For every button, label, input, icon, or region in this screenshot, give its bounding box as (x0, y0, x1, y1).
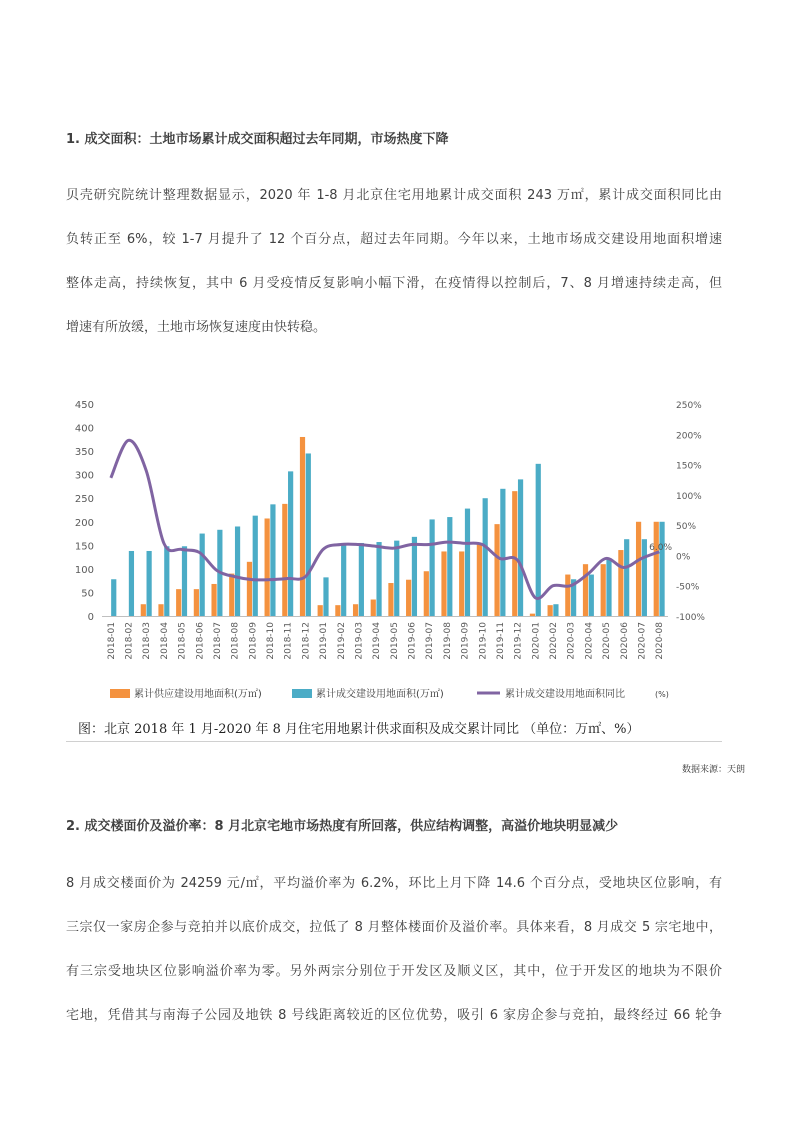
legend-unit: (%) (655, 690, 669, 699)
x-tick-label: 2019-09 (460, 622, 471, 660)
x-tick-label: 2020-03 (566, 622, 577, 660)
bar-supply (459, 551, 464, 616)
x-tick-label: 2018-11 (283, 622, 294, 660)
x-tick-label: 2018-01 (106, 622, 117, 660)
bar-transaction (430, 519, 435, 616)
bar-supply (141, 604, 146, 616)
bar-transaction (536, 464, 541, 616)
bar-transaction (447, 517, 452, 616)
bar-transaction (359, 543, 364, 616)
x-tick-label: 2019-04 (372, 622, 383, 660)
y-right-tick-label: 150% (676, 461, 702, 472)
x-tick-label: 2018-03 (142, 622, 153, 660)
y-left-tick-label: 400 (74, 423, 94, 435)
x-tick-label: 2018-06 (195, 622, 206, 660)
bar-transaction (589, 575, 594, 616)
bar-transaction (518, 479, 523, 616)
x-tick-label: 2018-12 (301, 622, 312, 660)
bar-supply (318, 605, 323, 616)
legend-label-transaction: 累计成交建设用地面积(万㎡) (316, 689, 444, 700)
bar-supply (512, 491, 517, 616)
bar-transaction (270, 504, 275, 616)
bar-transaction (164, 546, 169, 616)
x-tick-label: 2020-02 (549, 622, 560, 660)
paragraph-line: 贝壳研究院统计整理数据显示，2020 年 1-8 月北京住宅用地累计成交面积 243 万㎡，累计成交面积同比由 (66, 188, 722, 203)
chart-caption: 图：北京 2018 年 1 月-2020 年 8 月住宅用地累计供求面积及成交累计同比 （单位：万㎡、%） (66, 718, 722, 742)
bar-transaction (306, 453, 311, 616)
bar-transaction (288, 471, 293, 616)
bar-supply (211, 584, 216, 616)
y-left-tick-label: 300 (74, 470, 94, 482)
bar-supply (494, 524, 499, 616)
bar-supply (371, 600, 376, 616)
x-tick-label: 2020-06 (619, 622, 630, 660)
x-tick-label: 2019-02 (336, 622, 347, 660)
yoy-line (111, 440, 659, 598)
y-right-tick-label: 50% (676, 522, 697, 533)
x-tick-label: 2020-05 (602, 622, 613, 660)
x-tick-label: 2019-12 (513, 622, 524, 660)
supply-transaction-chart (0, 390, 793, 715)
y-left-tick-label: 250 (74, 494, 94, 506)
bar-supply (388, 583, 393, 616)
y-left-tick-label: 50 (81, 588, 94, 600)
paragraph-line: 整体走高，持续恢复，其中 6 月受疫情反复影响小幅下滑，在疫情得以控制后，7、8 月增速持续走高，但 (66, 276, 722, 291)
bar-transaction (606, 559, 611, 616)
bar-transaction (182, 546, 187, 616)
bar-supply (176, 589, 181, 616)
section1-paragraph (66, 174, 722, 350)
x-tick-label: 2019-01 (319, 622, 330, 660)
x-tick-label: 2019-07 (425, 622, 436, 660)
bar-supply (406, 580, 411, 616)
bar-supply (583, 564, 588, 616)
legend-label-supply: 累计供应建设用地面积(万㎡) (134, 689, 262, 700)
y-left-tick-label: 100 (74, 564, 94, 576)
bar-supply (618, 550, 623, 616)
x-tick-label: 2020-01 (531, 622, 542, 660)
x-tick-label: 2019-10 (478, 622, 489, 660)
legend-swatch-supply (110, 689, 130, 698)
x-tick-label: 2019-08 (442, 622, 453, 660)
bar-supply (229, 574, 234, 616)
bar-supply (300, 437, 305, 616)
paragraph-line: 负转正至 6%，较 1-7 月提升了 12 个百分点，超过去年同期。今年以来，土地市场成交建设用地面积增速 (66, 232, 722, 247)
bar-supply (265, 518, 270, 616)
bar-transaction (200, 534, 205, 616)
y-right-tick-label: -50% (676, 582, 700, 593)
y-right-tick-label: 100% (676, 491, 702, 502)
x-tick-label: 2019-05 (389, 622, 400, 660)
bar-supply (335, 605, 340, 616)
x-tick-label: 2019-06 (407, 622, 418, 660)
x-tick-label: 2020-08 (655, 622, 666, 660)
x-tick-label: 2018-09 (248, 622, 259, 660)
paragraph-line: 增速有所放缓，土地市场恢复速度由快转稳。 (66, 320, 327, 335)
bar-transaction (483, 498, 488, 616)
bar-transaction (659, 522, 664, 616)
section2-paragraph (66, 862, 722, 1038)
bar-supply (601, 564, 606, 616)
y-right-tick-label: 200% (676, 431, 702, 442)
yoy-annotation: 6.0% (649, 542, 673, 553)
y-left-tick-label: 0 (87, 612, 94, 623)
bar-transaction (235, 526, 240, 616)
bar-supply (548, 605, 553, 616)
x-tick-label: 2018-04 (159, 622, 170, 660)
bar-supply (477, 544, 482, 616)
y-right-tick-label: 250% (676, 401, 702, 411)
bar-transaction (465, 509, 470, 616)
bar-supply (530, 614, 535, 616)
y-left-tick-label: 450 (74, 400, 94, 411)
x-tick-label: 2018-02 (124, 622, 135, 660)
data-source: 数据来源：天朗 (681, 765, 745, 775)
bar-transaction (253, 516, 258, 616)
x-tick-label: 2020-04 (584, 622, 595, 660)
paragraph-line: 宅地，凭借其与南海子公园及地铁 8 号线距离较近的区位优势，吸引 6 家房企参与竞拍，最终经过 66 轮争 (66, 1008, 722, 1023)
bar-transaction (624, 539, 629, 616)
bar-supply (654, 522, 659, 616)
legend-label-yoy: 累计成交建设用地面积同比 (505, 689, 625, 700)
bar-transaction (323, 577, 328, 616)
bar-transaction (129, 551, 134, 616)
section2-heading: 2. 成交楼面价及溢价率：8 月北京宅地市场热度有所回落，供应结构调整，高溢价地块明显减少 (66, 819, 619, 834)
legend-swatch-transaction (292, 689, 312, 698)
y-left-tick-label: 200 (74, 517, 94, 529)
bar-supply (158, 604, 163, 616)
bar-transaction (394, 541, 399, 616)
paragraph-line: 有三宗受地块区位影响溢价率为零。另外两宗分别位于开发区及顺义区，其中，位于开发区的地块为不限价 (66, 964, 722, 979)
x-tick-label: 2020-07 (637, 622, 648, 660)
x-tick-label: 2018-05 (177, 622, 188, 660)
x-tick-label: 2018-08 (230, 622, 241, 660)
bar-supply (424, 571, 429, 616)
x-tick-label: 2018-10 (266, 622, 277, 660)
y-right-tick-label: -100% (676, 613, 705, 623)
bar-transaction (553, 604, 558, 616)
bar-transaction (341, 543, 346, 616)
x-tick-label: 2019-03 (354, 622, 365, 660)
y-left-tick-label: 350 (74, 447, 94, 459)
bar-transaction (412, 537, 417, 616)
bar-supply (194, 589, 199, 616)
paragraph-line: 8 月成交楼面价为 24259 元/㎡，平均溢价率为 6.2%，环比上月下降 14.6 个百分点，受地块区位影响，有 (66, 876, 722, 891)
y-left-tick-label: 150 (74, 541, 94, 553)
bar-transaction (147, 551, 152, 616)
x-tick-label: 2018-07 (212, 622, 223, 660)
bar-supply (282, 504, 287, 616)
section1-heading: 1. 成交面积：土地市场累计成交面积超过去年同期，市场热度下降 (66, 132, 449, 147)
bar-transaction (111, 579, 116, 616)
bar-transaction (376, 542, 381, 616)
bar-supply (565, 575, 570, 616)
paragraph-line: 三宗仅一家房企参与竞拍并以底价成交，拉低了 8 月整体楼面价及溢价率。具体来看，8 月成交 5 宗宅地中， (66, 920, 722, 935)
x-tick-label: 2019-11 (495, 622, 506, 660)
y-right-tick-label: 0% (676, 552, 691, 563)
bar-supply (247, 562, 252, 616)
bar-supply (636, 522, 641, 616)
bar-transaction (642, 539, 647, 616)
bar-transaction (500, 489, 505, 616)
bar-supply (441, 551, 446, 616)
bar-supply (353, 604, 358, 616)
